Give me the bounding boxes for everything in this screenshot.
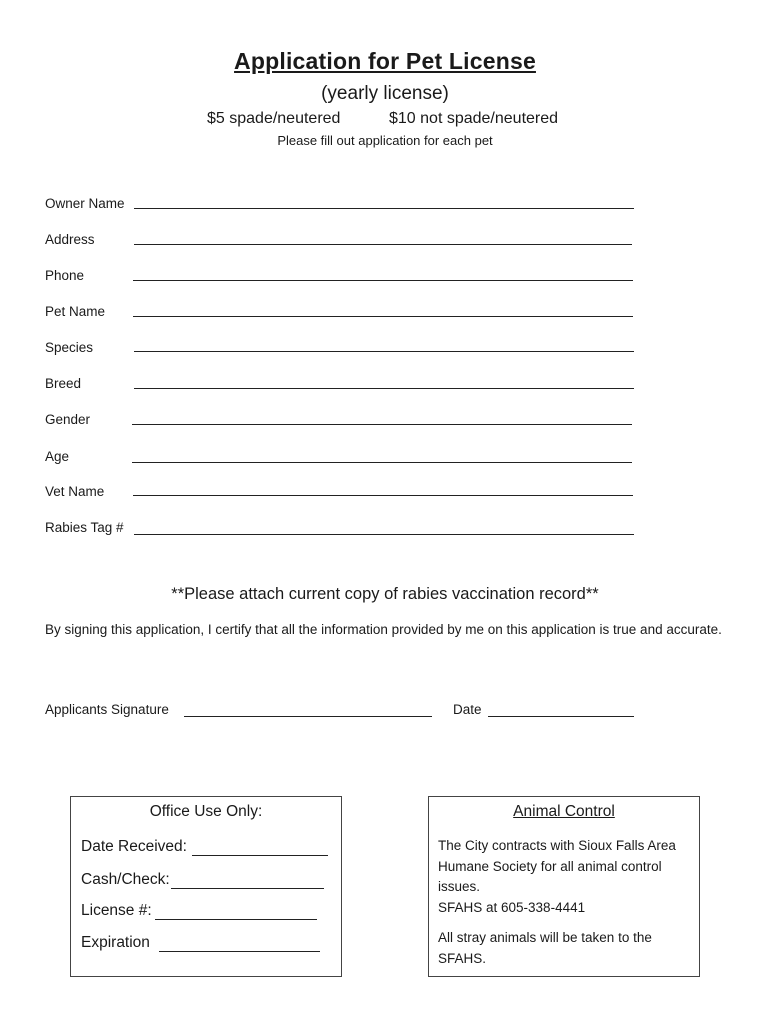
- breed-field[interactable]: [134, 388, 634, 389]
- vet-name-label: Vet Name: [45, 484, 105, 499]
- age-label: Age: [45, 449, 70, 464]
- gender-field[interactable]: [132, 424, 632, 425]
- age-field[interactable]: [132, 462, 632, 463]
- page-title: Application for Pet License: [234, 48, 536, 74]
- sfahs-phone: SFAHS at 605-338-4441: [438, 900, 586, 915]
- pet-name-label: Pet Name: [45, 304, 106, 319]
- phone-field[interactable]: [133, 280, 633, 281]
- price-not-spayed: $10 not spade/neutered: [389, 110, 559, 127]
- date-received-field[interactable]: [192, 855, 328, 856]
- species-field[interactable]: [134, 351, 634, 352]
- date-field[interactable]: [488, 716, 634, 717]
- pet-name-field[interactable]: [133, 316, 633, 317]
- office-use-title: Office Use Only:: [149, 803, 263, 820]
- animal-control-box: [428, 796, 700, 977]
- owner-name-label: Owner Name: [45, 196, 125, 211]
- license-number-field[interactable]: [155, 919, 317, 920]
- vet-name-field[interactable]: [133, 495, 633, 496]
- rabies-tag-label: Rabies Tag #: [45, 520, 124, 535]
- address-field[interactable]: [134, 244, 632, 245]
- phone-label: Phone: [45, 268, 85, 283]
- cash-check-field[interactable]: [171, 888, 324, 889]
- date-label: Date: [453, 702, 482, 717]
- instruction-note: Please fill out application for each pet: [277, 133, 493, 148]
- species-label: Species: [45, 340, 94, 355]
- cash-check-label: Cash/Check:: [81, 871, 170, 888]
- expiration-label: Expiration: [81, 934, 150, 951]
- rabies-tag-field[interactable]: [134, 534, 634, 535]
- license-number-label: License #:: [81, 902, 152, 919]
- certification-statement: By signing this application, I certify that all the information provided by me on this application is true and accurate.: [45, 622, 722, 637]
- date-received-label: Date Received:: [81, 838, 187, 855]
- price-spayed: $5 spade/neutered: [207, 110, 341, 127]
- signature-label: Applicants Signature: [45, 702, 169, 717]
- office-use-box: [70, 796, 342, 977]
- animal-control-title: Animal Control: [513, 803, 615, 820]
- gender-label: Gender: [45, 412, 91, 427]
- signature-field[interactable]: [184, 716, 432, 717]
- page-subtitle: (yearly license): [321, 83, 449, 104]
- address-label: Address: [45, 232, 95, 247]
- stray-animals-text: All stray animals will be taken to the SFAHS.: [438, 930, 652, 966]
- rabies-record-note: **Please attach current copy of rabies vaccination record**: [171, 585, 599, 603]
- breed-label: Breed: [45, 376, 82, 391]
- animal-control-contract-text: The City contracts with Sioux Falls Area Humane Society for all animal control issues.: [438, 838, 676, 894]
- owner-name-field[interactable]: [134, 208, 634, 209]
- expiration-field[interactable]: [159, 951, 320, 952]
